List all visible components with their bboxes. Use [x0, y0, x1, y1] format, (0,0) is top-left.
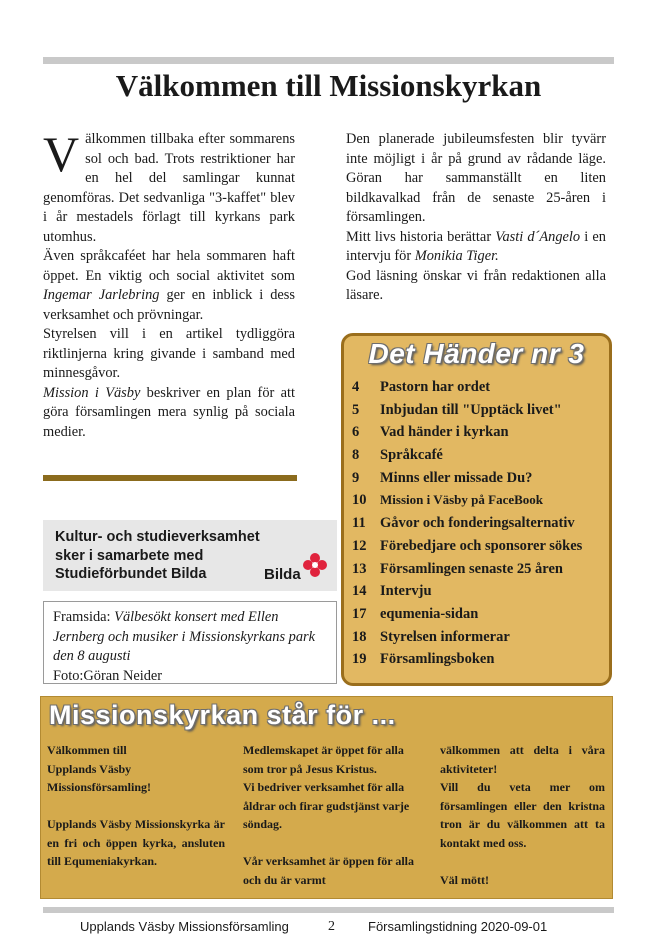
list-item: 19 Församlingsboken [352, 651, 495, 668]
bilda-logo-word: Bilda [264, 566, 301, 583]
person-name: Vasti d´Angelo [495, 228, 581, 245]
intro-paragraph-1: Välkommen tillbaka efter sommarens sol och bad. Trots restriktioner har en hel del samlingar kunnat genomföras. Det sedvanliga "3-kaffet" blev i år mestadels förlagt till kyrkans park utomhus. [43, 126, 295, 245]
footer-organization: Upplands Väsby Missionsförsamling [80, 919, 289, 934]
drop-cap: V [43, 126, 80, 182]
caption-text: Välbesökt konsert med Ellen Jernberg och musiker i Missionskyrkans park den 8 augusti [53, 609, 316, 664]
list-item: 13 Församlingen senaste 25 åren [352, 560, 563, 577]
intro-right-column [346, 130, 606, 306]
mission-heading: Missionskyrkan står för ... [49, 700, 396, 730]
list-item: 5 Inbjudan till "Upptäck livet" [352, 401, 562, 418]
photo-credit: Foto:Göran Neider [53, 667, 163, 684]
contents-box [341, 333, 612, 686]
contents-list [352, 376, 612, 671]
list-item: 12 Förebedjare och sponsorer sökes [352, 537, 583, 554]
list-item: 18 Styrelsen informerar [352, 628, 510, 645]
list-item: 10 Mission i Väsby på FaceBook [352, 492, 544, 509]
intro-right-paragraph-1: Den planerade jubileumsfesten blir tyvärr inte möjligt i år på grund av rådande läge. Göran har sammanställt en liten bildkavalkad från de senaste 25-åren i församlingen. [346, 131, 606, 225]
bilda-text: Kultur- och studieverksamhet sker i samarbete med Studieförbundet Bilda [55, 529, 260, 582]
list-item: 6 Vad händer i kyrkan [352, 424, 509, 441]
footer-issue: Församlingstidning 2020-09-01 [368, 919, 548, 934]
cover-caption [43, 601, 337, 684]
page-title: Välkommen till Missionskyrkan [115, 68, 542, 103]
contents-heading: Det Händer nr 3 [368, 338, 585, 369]
list-item: 11 Gåvor och fonderingsalternativ [352, 515, 575, 532]
intro-right-paragraph-3: God läsning önskar vi från redaktionen alla läsare. [346, 267, 606, 303]
list-item: 14 Intervju [352, 583, 432, 600]
mission-box [40, 696, 613, 899]
caption-label: Framsida: [53, 609, 115, 625]
intro-paragraph-4: Mission i Väsby beskriver en plan för att göra församlingen mera synlig på sociala medier. [43, 384, 295, 440]
list-item: 4 Pastorn har ordet [352, 379, 491, 395]
mission-column-2: Medlemskapet är öppet för alla som tror på Jesus Kristus. Vi bedriver verksamhet för alla åldrar och firar gudstjänst varje söndag. Vår verksamhet är öppen för alla och du är varmt [243, 743, 414, 887]
gold-divider [43, 475, 297, 481]
list-item: 17 equmenia-sidan [352, 605, 479, 622]
bottom-rule [43, 907, 614, 913]
top-rule [43, 57, 614, 64]
intro-left-column [43, 126, 296, 442]
intro-paragraph-2: Även språkcaféet har hela sommaren haft öppet. En viktig och social aktivitet som Ingemar Jarlebring ger en inblick i dess verksamhet och prövningar. [43, 248, 296, 323]
bilda-sponsor-box [43, 520, 337, 591]
intro-right-paragraph-2: Mitt livs historia berättar Vasti d´Angelo i en intervju för Monikia Tiger. [346, 228, 607, 264]
mission-column-3: välkommen att delta i våra aktiviteter! Vill du veta mer om församlingen eller den kristna tron är du välkommen att ta kontakt med oss. Väl mött! [440, 743, 605, 887]
bilda-logo [264, 552, 328, 586]
bilda-flower-icon [302, 552, 328, 578]
article-title: Mission i Väsby [43, 384, 141, 401]
list-item: 9 Minns eller missade Du? [352, 469, 533, 486]
mission-column-1: Välkommen till Upplands Väsby Missionsförsamling! Upplands Väsby Missionskyrka är en fri och öppen kyrka, ansluten till Equmeniakyrkan. [47, 743, 225, 868]
list-item: 8 Språkcafé [352, 447, 443, 464]
person-name: Ingemar Jarlebring [43, 287, 160, 303]
person-name: Monikia Tiger. [414, 248, 499, 264]
page-number: 2 [328, 919, 335, 934]
intro-paragraph-3: Styrelsen vill i en artikel tydliggöra riktlinjerna kring givande i samband med minnesgåvor. [43, 326, 295, 381]
